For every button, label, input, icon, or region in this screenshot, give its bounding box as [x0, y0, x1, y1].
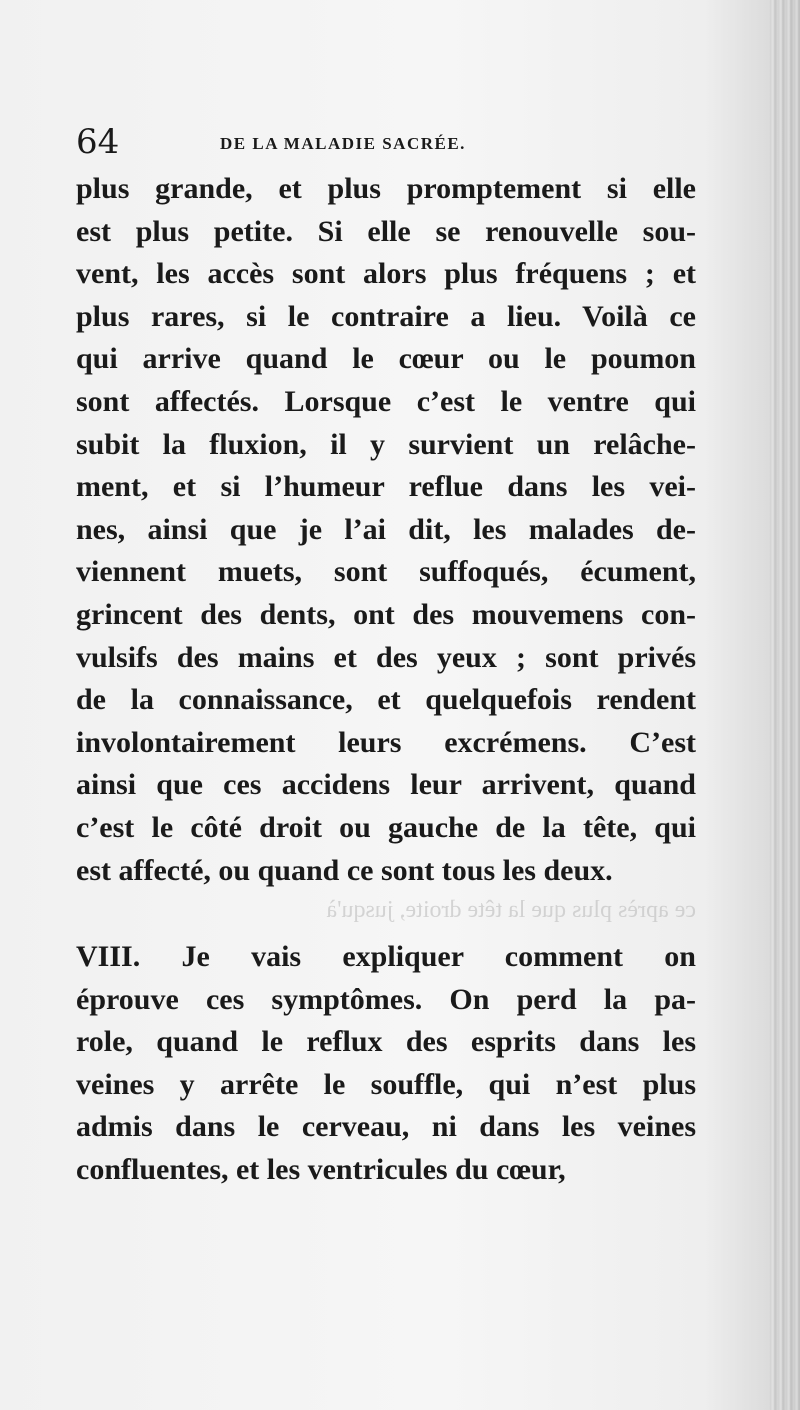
running-head: DE LA MALADIE SACRÉE. [220, 134, 466, 153]
text-line: nes, ainsi que je l’ai dit, les malades de- [76, 512, 696, 546]
text-line: subit la fluxion, il y survient un relâche- [76, 427, 696, 461]
text-line: confluentes, et les ventricules du cœur, [76, 1152, 566, 1186]
section-numeral: VIII. [76, 940, 141, 973]
text-line: est plus petite. Si elle se renouvelle sou- [76, 214, 696, 248]
text-line: admis dans le cerveau, ni dans les veines [76, 1110, 696, 1144]
text-line: plus rares, si le contraire a lieu. Voilà ce [76, 299, 696, 333]
text-line: vent, les accès sont alors plus fréquens ; et [76, 257, 696, 291]
text-line: qui arrive quand le cœur ou le poumon [76, 342, 696, 376]
bleed-through-text: ce après plus que la tête droite, jusqu'à [326, 897, 696, 923]
text-line: ainsi que ces accidens leur arrivent, quand [76, 768, 696, 802]
text-line [76, 936, 696, 979]
text-line: plus grande, et plus promptement si elle [76, 172, 696, 205]
text-line: grincent des dents, ont des mouvemens con- [76, 597, 696, 631]
text-line: viennent muets, sont suffoqués, écument, [76, 555, 696, 589]
text-line: est affecté, ou quand ce sont tous les deux. [76, 853, 613, 887]
text-line: c’est le côté droit ou gauche de la tête, qui [76, 810, 696, 844]
page-number: 64 [76, 122, 120, 162]
text-line: veines y arrête le souffle, qui n’est plus [76, 1067, 696, 1101]
text-line: involontairement leurs excrémens. C’est [76, 725, 696, 759]
text-line: éprouve ces symptômes. On perd la pa- [76, 982, 696, 1016]
text-line: ment, et si l’humeur reflue dans les vei- [76, 470, 696, 504]
page-edge [770, 0, 800, 1410]
text-line: vulsifs des mains et des yeux ; sont privés [76, 640, 696, 674]
paragraph-1 [76, 168, 696, 892]
text-line: role, quand le reflux des esprits dans les [76, 1025, 696, 1059]
text-line: sont affectés. Lorsque c’est le ventre qui [76, 384, 696, 418]
paragraph-2 [76, 936, 696, 1192]
text-line: de la connaissance, et quelquefois rendent [76, 683, 696, 717]
text-line-rest: Je vais expliquer comment on [181, 940, 696, 973]
page-header [76, 122, 696, 166]
